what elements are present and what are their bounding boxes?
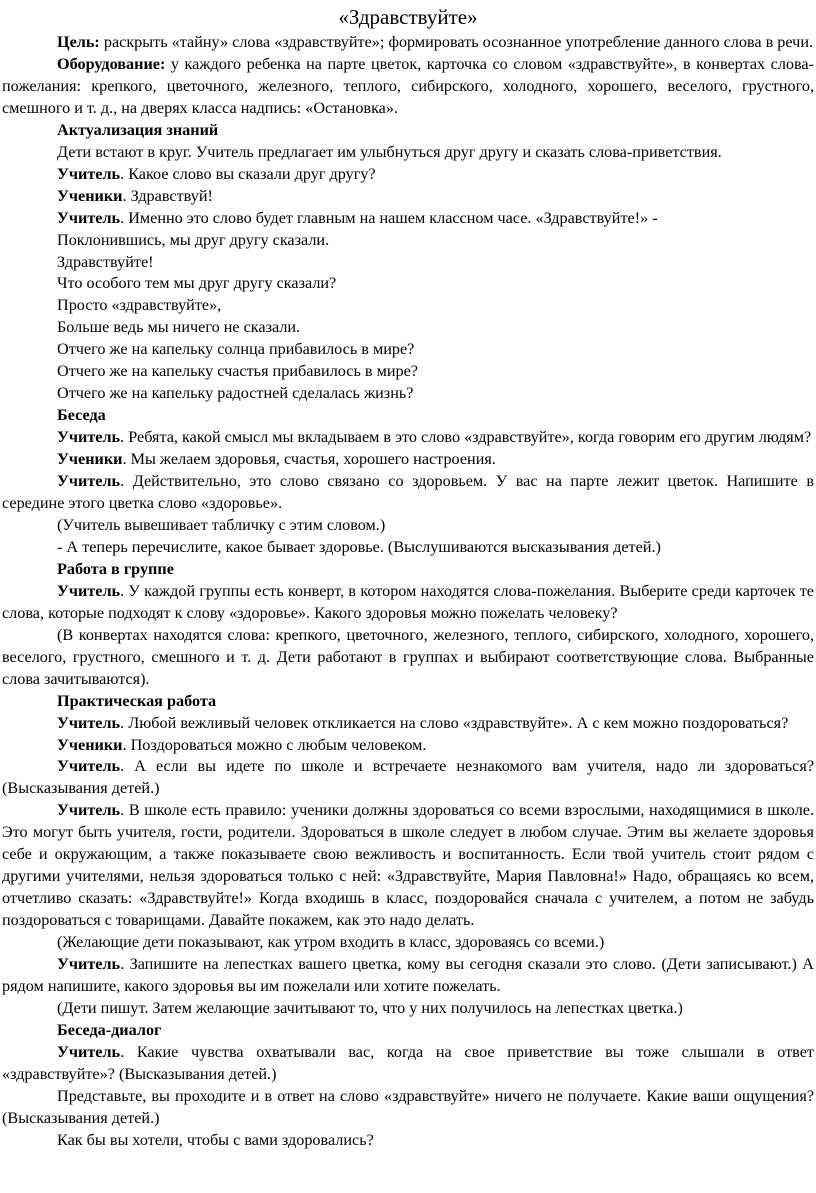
line-text: . У каждой группы есть конверт, в котором находятся слова-пожелания. Выберите среди карточек те слова, которые подходят к слову «здоровье». Какого здоровья можно пожелать человеку? <box>2 581 814 622</box>
poem-line: Поклонившись, мы друг другу сказали. <box>57 230 330 249</box>
dialog-line <box>2 800 814 932</box>
dialog-line <box>2 449 814 471</box>
goal-paragraph <box>2 32 814 54</box>
speaker-teacher: Учитель <box>57 472 121 491</box>
dialog-line <box>2 471 814 515</box>
dialog-line <box>2 581 814 625</box>
poem-line: Отчего же на капельку счастья прибавилось в мире? <box>57 362 418 381</box>
line-text: . Любой вежливый человек откликается на слово «здравствуйте». А с кем можно поздороваться? <box>120 713 789 732</box>
document-title: «Здравствуйте» <box>338 5 478 29</box>
section-heading-actualization: Актуализация знаний <box>57 120 219 139</box>
line-text: . Какое слово вы сказали друг другу? <box>120 164 376 183</box>
line-text: . Поздороваться можно с любым человеком. <box>122 735 427 754</box>
poem-line: Отчего же на капельку солнца прибавилось в мире? <box>57 340 415 359</box>
line-text: . Мы желаем здоровья, счастья, хорошего настроения. <box>122 450 496 469</box>
dialog-line <box>2 1042 814 1086</box>
line-text: . В школе есть правило: ученики должны здороваться со всеми взрослыми, находящимися в школе. Это могут быть учителя, гости, родители. Здороваться в школе следует в любом случае. Этим вы желаете здоровья себе и окружающим, а также показываете свою вежливость и воспитанность. Если твой учитель стоит рядом с другими учителями, нельзя здороваться только с ней: «Здравствуйте, Мария Павловна!» Надо, обращаясь ко всем, отчетливо сказать: «Здравствуйте!» Когда входишь в класс, поздоровайся сначала с учителем, а потом не забудь поздороваться с товарищами. Давайте покажем, как это надо делать. <box>2 801 814 930</box>
speaker-teacher: Учитель <box>57 1042 121 1061</box>
line-text: . Действительно, это слово связано со здоровьем. У вас на парте лежит цветок. Напишите в середине этого цветка слово «здоровье». <box>2 472 814 513</box>
dialog-line <box>2 756 814 800</box>
dialog-line <box>2 735 814 757</box>
section-heading-dialog: Беседа-диалог <box>57 1020 162 1039</box>
dialog-line <box>2 208 814 230</box>
speaker-pupils: Ученики <box>57 186 123 205</box>
equipment-paragraph <box>2 54 814 120</box>
poem-line: Что особого тем мы друг другу сказали? <box>57 274 337 293</box>
equipment-text: у каждого ребенка на парте цветок, карточка со словом «здравствуйте», в конвертах слова-пожелания: крепкого, цветочного, железного, теплого, сибирского, холодного, хорошего, веселого, грустного, смешного и т. д., на дверях класса надпись: «Остановка». <box>2 54 814 117</box>
section-heading-conversation: Беседа <box>57 406 106 425</box>
actualization-intro: Дети встают в круг. Учитель предлагает им улыбнуться друг другу и сказать слова-приветствия. <box>57 142 722 161</box>
speaker-teacher: Учитель <box>57 164 121 183</box>
line-text: . Запишите на лепестках вашего цветка, кому вы сегодня сказали это слово. (Дети записывают.) А рядом напишите, какого здоровья вы им пожелали или хотите пожелать. <box>2 955 814 995</box>
poem-line: Отчего же на капельку радостней сделалась жизнь? <box>57 384 414 403</box>
dialog-line <box>2 164 814 186</box>
section-heading-practical: Практическая работа <box>57 691 217 710</box>
dash-line: - А теперь перечислите, какое бывает здоровье. (Выслушиваются высказывания детей.) <box>57 537 661 556</box>
question-paragraph: Как бы вы хотели, чтобы с вами здоровались? <box>57 1130 374 1149</box>
line-text: . А если вы идете по школе и встречаете незнакомого вам учителя, надо ли здороваться? (Высказывания детей.) <box>2 757 814 798</box>
dialog-line <box>2 186 814 208</box>
question-paragraph: Представьте, вы проходите и в ответ на слово «здравствуйте» ничего не получаете. Какие ваши ощущения? (Высказывания детей.) <box>2 1086 814 1127</box>
section-heading-group-work: Работа в группе <box>57 559 174 578</box>
stage-note: (Дети пишут. Затем желающие зачитывают то, что у них получилось на лепестках цветка.) <box>57 998 683 1017</box>
poem-line: Больше ведь мы ничего не сказали. <box>57 318 301 337</box>
line-text: . Ребята, какой смысл мы вкладываем в это слово «здравствуйте», когда говорим его другим людям? <box>120 428 812 447</box>
dialog-line <box>2 954 814 998</box>
equipment-label: Оборудование: <box>57 54 166 73</box>
line-text: . Какие чувства охватывали вас, когда на свое приветствие вы тоже слышали в ответ «здравствуйте»? (Высказывания детей.) <box>2 1042 814 1083</box>
speaker-teacher: Учитель <box>57 208 121 227</box>
line-text: . Здравствуй! <box>122 186 213 205</box>
dialog-line <box>2 427 814 449</box>
stage-note: (Желающие дети показывают, как утром входить в класс, здороваясь со всеми.) <box>57 933 605 952</box>
stage-note: (В конвертах находятся слова: крепкого, цветочного, железного, теплого, сибирского, холодного, хорошего, веселого, грустного, смешного и т. д. Дети работают в группах и выбирают соответствующие слова. Выбранные слова зачитываются). <box>2 625 814 688</box>
goal-label: Цель: <box>57 33 100 51</box>
speaker-teacher: Учитель <box>57 428 121 447</box>
speaker-teacher: Учитель <box>57 581 121 600</box>
line-text: . Именно это слово будет главным на нашем классном часе. «Здравствуйте!» - <box>120 208 658 227</box>
speaker-teacher: Учитель <box>57 713 121 732</box>
dialog-line <box>2 713 814 735</box>
speaker-teacher: Учитель <box>57 801 121 820</box>
speaker-pupils: Ученики <box>57 735 123 754</box>
speaker-teacher: Учитель <box>57 955 121 974</box>
speaker-pupils: Ученики <box>57 450 123 469</box>
poem-line: Здравствуйте! <box>57 252 154 271</box>
goal-text: раскрыть «тайну» слова «здравствуйте»; формировать осознанное употребление данного слова в речи. <box>99 33 814 51</box>
speaker-teacher: Учитель <box>57 757 121 776</box>
stage-note: (Учитель вывешивает табличку с этим словом.) <box>57 515 386 534</box>
poem-line: Просто «здравствуйте», <box>57 296 222 315</box>
